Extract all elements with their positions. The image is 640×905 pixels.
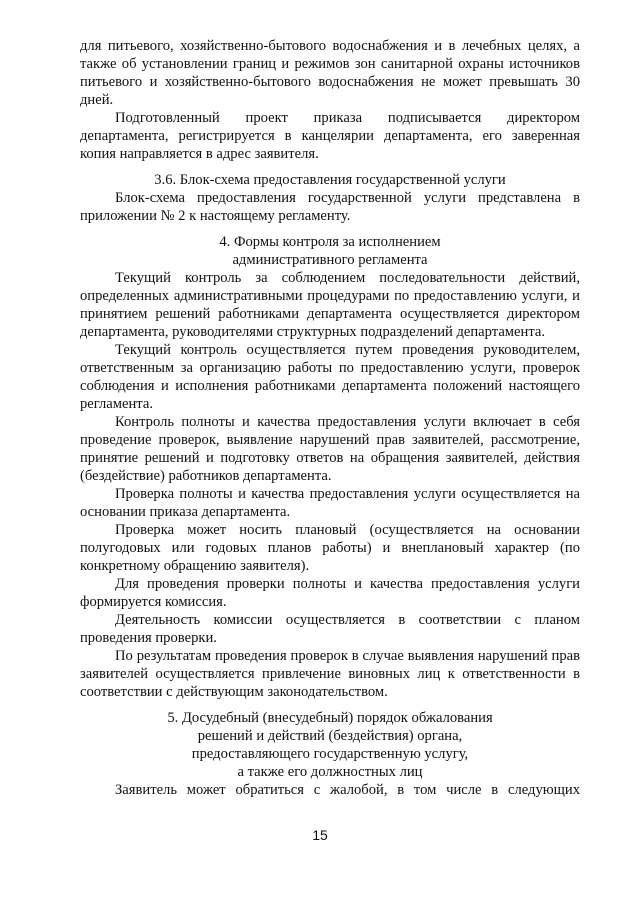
section-5-heading-line: а также его должностных лиц: [237, 764, 423, 780]
section-4-heading-line-2: административного регламента: [232, 252, 428, 268]
paragraph-continuation: для питьевого, хозяйственно-бытового водоснабжения и в лечебных целях, а также об установлении границ и режимов зон санитарной охраны источников питьевого и хозяйственно-бытового водоснабжения не может превышать 30 дней.: [80, 38, 580, 108]
section-4-heading-line-1: 4. Формы контроля за исполнением: [219, 234, 441, 250]
section-4-paragraph: Контроль полноты и качества предоставления услуги включает в себя проведение проверок, выявление нарушений прав заявителей, рассмотрение, принятие решений и подготовку ответов на обращения заявителей, действия (бездействие) работников департамента.: [80, 414, 580, 484]
section-5-heading-line: решений и действий (бездействия) органа,: [197, 728, 463, 744]
section-4-paragraph: По результатам проведения проверок в случае выявления нарушений прав заявителей осуществляется привлечение виновных лиц к ответственности в соответствии с действующим законодательством.: [80, 648, 580, 700]
page-content: [80, 37, 580, 799]
section-5-heading-line: предоставляющего государственную услугу,: [191, 746, 469, 762]
section-4-paragraph: Деятельность комиссии осуществляется в соответствии с планом проведения проверки.: [80, 612, 580, 646]
section-4-paragraph: Проверка может носить плановый (осуществляется на основании полугодовых или годовых планов работы) и внеплановый характер (по конкретному обращению заявителя).: [80, 522, 580, 574]
section-3-6-text: Блок-схема предоставления государственной услуги представлена в приложении № 2 к настоящему регламенту.: [80, 190, 580, 224]
section-4-paragraph: Текущий контроль осуществляется путем проведения руководителем, ответственным за организацию работы по предоставлению услуги, проверок соблюдения и исполнения работниками департамента положений настоящего регламента.: [80, 342, 580, 412]
section-3-6-heading: 3.6. Блок-схема предоставления государственной услуги: [154, 172, 506, 188]
section-4-heading: [80, 233, 580, 269]
section-5-first-line: Заявитель может обратиться с жалобой, в том числе в следующих: [115, 782, 580, 798]
paragraph-order-signing: Подготовленный проект приказа подписывается директором департамента, регистрируется в канцелярии департамента, его заверенная копия направляется в адрес заявителя.: [80, 110, 580, 162]
section-4-paragraph: Для проведения проверки полноты и качества предоставления услуги формируется комиссия.: [80, 576, 580, 610]
section-4-paragraph: Текущий контроль за соблюдением последовательности действий, определенных административными процедурами по предоставлению услуги, и принятием решений работниками департамента осуществляется директором департамента, руководителями структурных подразделений департамента.: [80, 270, 580, 340]
page-number: 15: [312, 827, 328, 843]
section-5-heading: [80, 709, 580, 781]
section-4-paragraph: Проверка полноты и качества предоставления услуги осуществляется на основании приказа департамента.: [80, 486, 580, 520]
section-5-heading-line: 5. Досудебный (внесудебный) порядок обжалования: [167, 710, 493, 726]
